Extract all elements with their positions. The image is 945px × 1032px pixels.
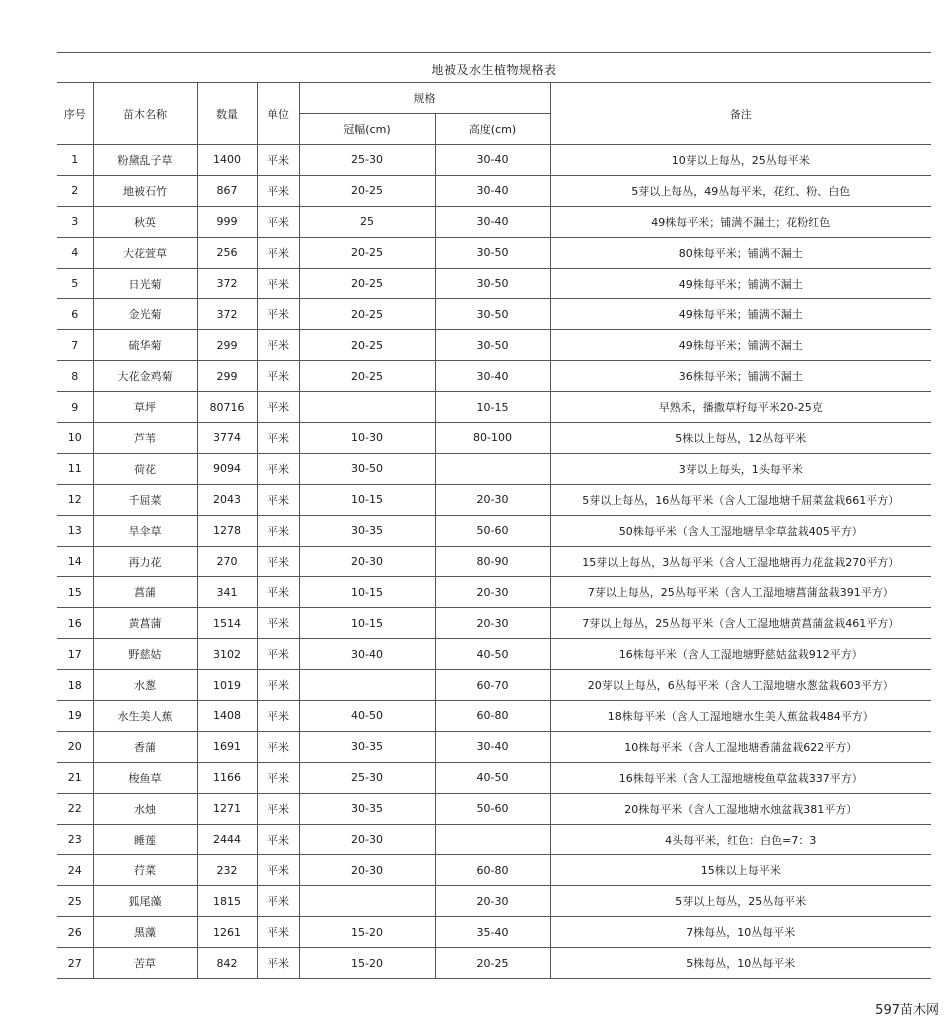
- remarks-cell: 早熟禾，播撒草籽每平米20-25克: [550, 392, 931, 423]
- unit-cell: 平米: [257, 392, 299, 423]
- row-number-cell: 18: [57, 670, 93, 701]
- plant-name-cell: 秋英: [93, 206, 197, 237]
- table-row: [57, 793, 931, 824]
- remarks-cell: 15株以上每平米: [550, 855, 931, 886]
- plant-height-cell: 30-40: [435, 145, 550, 176]
- row-number-cell: 8: [57, 361, 93, 392]
- remarks-cell: 49株每平米；铺满不漏土: [550, 299, 931, 330]
- table-row: [57, 886, 931, 917]
- table-title: 地被及水生植物规格表: [431, 63, 557, 77]
- quantity-cell: 1166: [197, 762, 257, 793]
- quantity-cell: 341: [197, 577, 257, 608]
- plant-name-cell: 硫华菊: [93, 330, 197, 361]
- crown-width-cell: 30-35: [299, 793, 435, 824]
- header-spec: 规格: [299, 83, 550, 114]
- plant-name-cell: 黑藻: [93, 917, 197, 948]
- unit-cell: 平米: [257, 206, 299, 237]
- quantity-cell: 1691: [197, 731, 257, 762]
- crown-width-cell: 10-15: [299, 484, 435, 515]
- plant-height-cell: 20-30: [435, 608, 550, 639]
- quantity-cell: 1514: [197, 608, 257, 639]
- plant-name-cell: 水烛: [93, 793, 197, 824]
- remarks-cell: 5芽以上每丛，16丛每平米（含人工湿地塘千屈菜盆栽661平方）: [550, 484, 931, 515]
- unit-cell: 平米: [257, 701, 299, 732]
- header-height: 高度(cm): [435, 114, 550, 145]
- remarks-cell: 7芽以上每丛，25丛每平米（含人工湿地塘黄菖蒲盆栽461平方）: [550, 608, 931, 639]
- table-row: [57, 546, 931, 577]
- quantity-cell: 1408: [197, 701, 257, 732]
- unit-cell: 平米: [257, 917, 299, 948]
- remarks-cell: 49株每平米；铺满不漏土；花粉红色: [550, 206, 931, 237]
- row-number-cell: 25: [57, 886, 93, 917]
- quantity-cell: 3774: [197, 423, 257, 454]
- quantity-cell: 9094: [197, 453, 257, 484]
- plant-name-cell: 野慈姑: [93, 639, 197, 670]
- quantity-cell: 299: [197, 361, 257, 392]
- table-row: [57, 948, 931, 979]
- plant-name-cell: 菖蒲: [93, 577, 197, 608]
- row-number-cell: 3: [57, 206, 93, 237]
- remarks-cell: 18株每平米（含人工湿地塘水生美人蕉盆栽484平方）: [550, 701, 931, 732]
- plant-height-cell: 20-25: [435, 948, 550, 979]
- crown-width-cell: 20-25: [299, 361, 435, 392]
- plant-height-cell: 20-30: [435, 886, 550, 917]
- quantity-cell: 999: [197, 206, 257, 237]
- table-row: [57, 731, 931, 762]
- unit-cell: 平米: [257, 175, 299, 206]
- plant-name-cell: 狐尾藻: [93, 886, 197, 917]
- plant-height-cell: [435, 824, 550, 855]
- row-number-cell: 5: [57, 268, 93, 299]
- table-row: [57, 701, 931, 732]
- remarks-cell: 16株每平米（含人工湿地塘梭鱼草盆栽337平方）: [550, 762, 931, 793]
- unit-cell: 平米: [257, 268, 299, 299]
- unit-cell: 平米: [257, 670, 299, 701]
- spec-table: [57, 82, 931, 979]
- row-number-cell: 16: [57, 608, 93, 639]
- plant-height-cell: 30-50: [435, 299, 550, 330]
- quantity-cell: 1261: [197, 917, 257, 948]
- plant-height-cell: 30-50: [435, 330, 550, 361]
- unit-cell: 平米: [257, 886, 299, 917]
- plant-name-cell: 水生美人蕉: [93, 701, 197, 732]
- plant-name-cell: 黄菖蒲: [93, 608, 197, 639]
- plant-height-cell: 30-50: [435, 268, 550, 299]
- plant-height-cell: 60-80: [435, 855, 550, 886]
- crown-width-cell: 30-40: [299, 639, 435, 670]
- crown-width-cell: [299, 392, 435, 423]
- table-row: [57, 670, 931, 701]
- table-row: [57, 577, 931, 608]
- table-row: [57, 453, 931, 484]
- plant-name-cell: 千屈菜: [93, 484, 197, 515]
- crown-width-cell: 20-25: [299, 237, 435, 268]
- remarks-cell: 20株每平米（含人工湿地塘水烛盆栽381平方）: [550, 793, 931, 824]
- row-number-cell: 24: [57, 855, 93, 886]
- remarks-cell: 20芽以上每丛，6丛每平米（含人工湿地塘水葱盆栽603平方）: [550, 670, 931, 701]
- remarks-cell: 10芽以上每丛，25丛每平米: [550, 145, 931, 176]
- remarks-cell: 15芽以上每丛，3丛每平米（含人工湿地塘再力花盆栽270平方）: [550, 546, 931, 577]
- quantity-cell: 2444: [197, 824, 257, 855]
- crown-width-cell: 20-25: [299, 268, 435, 299]
- header-crown: 冠幅(cm): [299, 114, 435, 145]
- plant-height-cell: 20-30: [435, 577, 550, 608]
- unit-cell: 平米: [257, 608, 299, 639]
- unit-cell: 平米: [257, 330, 299, 361]
- quantity-cell: 1019: [197, 670, 257, 701]
- unit-cell: 平米: [257, 793, 299, 824]
- plant-name-cell: 草坪: [93, 392, 197, 423]
- plant-height-cell: [435, 453, 550, 484]
- quantity-cell: 256: [197, 237, 257, 268]
- quantity-cell: 80716: [197, 392, 257, 423]
- plant-height-cell: 20-30: [435, 484, 550, 515]
- remarks-cell: 80株每平米；铺满不漏土: [550, 237, 931, 268]
- table-row: [57, 299, 931, 330]
- plant-height-cell: 30-50: [435, 237, 550, 268]
- table-row: [57, 762, 931, 793]
- quantity-cell: 372: [197, 268, 257, 299]
- remarks-cell: 5芽以上每丛，25丛每平米: [550, 886, 931, 917]
- quantity-cell: 1815: [197, 886, 257, 917]
- table-row: [57, 639, 931, 670]
- remarks-cell: 7株每丛，10丛每平米: [550, 917, 931, 948]
- plant-name-cell: 粉黛乱子草: [93, 145, 197, 176]
- row-number-cell: 22: [57, 793, 93, 824]
- header-no: 序号: [57, 83, 93, 145]
- crown-width-cell: 25-30: [299, 145, 435, 176]
- row-number-cell: 9: [57, 392, 93, 423]
- table-row: [57, 206, 931, 237]
- row-number-cell: 15: [57, 577, 93, 608]
- plant-height-cell: 30-40: [435, 206, 550, 237]
- row-number-cell: 21: [57, 762, 93, 793]
- row-number-cell: 27: [57, 948, 93, 979]
- plant-height-cell: 50-60: [435, 515, 550, 546]
- table-row: [57, 237, 931, 268]
- row-number-cell: 7: [57, 330, 93, 361]
- plant-name-cell: 地被石竹: [93, 175, 197, 206]
- row-number-cell: 17: [57, 639, 93, 670]
- quantity-cell: 867: [197, 175, 257, 206]
- unit-cell: 平米: [257, 731, 299, 762]
- quantity-cell: 1400: [197, 145, 257, 176]
- table-row: [57, 608, 931, 639]
- quantity-cell: 372: [197, 299, 257, 330]
- crown-width-cell: 30-50: [299, 453, 435, 484]
- crown-width-cell: 25-30: [299, 762, 435, 793]
- remarks-cell: 5株每丛，10丛每平米: [550, 948, 931, 979]
- crown-width-cell: 25: [299, 206, 435, 237]
- plant-name-cell: 香蒲: [93, 731, 197, 762]
- unit-cell: 平米: [257, 299, 299, 330]
- plant-height-cell: 30-40: [435, 361, 550, 392]
- plant-name-cell: 芦苇: [93, 423, 197, 454]
- remarks-cell: 5株以上每丛，12丛每平米: [550, 423, 931, 454]
- crown-width-cell: 20-30: [299, 855, 435, 886]
- quantity-cell: 299: [197, 330, 257, 361]
- unit-cell: 平米: [257, 237, 299, 268]
- plant-height-cell: 50-60: [435, 793, 550, 824]
- plant-name-cell: 旱伞草: [93, 515, 197, 546]
- remarks-cell: 49株每平米；铺满不漏土: [550, 268, 931, 299]
- row-number-cell: 1: [57, 145, 93, 176]
- plant-height-cell: 80-100: [435, 423, 550, 454]
- plant-name-cell: 水葱: [93, 670, 197, 701]
- crown-width-cell: 40-50: [299, 701, 435, 732]
- row-number-cell: 20: [57, 731, 93, 762]
- header-name: 苗木名称: [93, 83, 197, 145]
- table-row: [57, 175, 931, 206]
- table-row: [57, 361, 931, 392]
- remarks-cell: 4头每平米，红色：白色=7：3: [550, 824, 931, 855]
- unit-cell: 平米: [257, 515, 299, 546]
- remarks-cell: 49株每平米；铺满不漏土: [550, 330, 931, 361]
- remarks-cell: 3芽以上每头，1头每平米: [550, 453, 931, 484]
- table-row: [57, 855, 931, 886]
- plant-height-cell: 30-40: [435, 175, 550, 206]
- row-number-cell: 14: [57, 546, 93, 577]
- row-number-cell: 26: [57, 917, 93, 948]
- plant-height-cell: 10-15: [435, 392, 550, 423]
- row-number-cell: 13: [57, 515, 93, 546]
- table-row: [57, 423, 931, 454]
- table-row: [57, 145, 931, 176]
- crown-width-cell: 10-30: [299, 423, 435, 454]
- quantity-cell: 3102: [197, 639, 257, 670]
- crown-width-cell: 30-35: [299, 515, 435, 546]
- table-row: [57, 330, 931, 361]
- unit-cell: 平米: [257, 855, 299, 886]
- unit-cell: 平米: [257, 639, 299, 670]
- unit-cell: 平米: [257, 546, 299, 577]
- crown-width-cell: 15-20: [299, 948, 435, 979]
- unit-cell: 平米: [257, 423, 299, 454]
- plant-name-cell: 日光菊: [93, 268, 197, 299]
- crown-width-cell: [299, 670, 435, 701]
- plant-name-cell: 睡莲: [93, 824, 197, 855]
- quantity-cell: 1278: [197, 515, 257, 546]
- unit-cell: 平米: [257, 453, 299, 484]
- top-rule: [57, 52, 931, 53]
- crown-width-cell: 20-25: [299, 299, 435, 330]
- unit-cell: 平米: [257, 577, 299, 608]
- plant-name-cell: 荷花: [93, 453, 197, 484]
- row-number-cell: 12: [57, 484, 93, 515]
- plant-name-cell: 荇菜: [93, 855, 197, 886]
- table-body: [57, 145, 931, 979]
- table-row: [57, 515, 931, 546]
- quantity-cell: 2043: [197, 484, 257, 515]
- unit-cell: 平米: [257, 948, 299, 979]
- plant-height-cell: 35-40: [435, 917, 550, 948]
- plant-name-cell: 大花金鸡菊: [93, 361, 197, 392]
- row-number-cell: 23: [57, 824, 93, 855]
- unit-cell: 平米: [257, 361, 299, 392]
- crown-width-cell: 20-30: [299, 546, 435, 577]
- row-number-cell: 2: [57, 175, 93, 206]
- table-row: [57, 268, 931, 299]
- plant-height-cell: 80-90: [435, 546, 550, 577]
- plant-height-cell: 60-70: [435, 670, 550, 701]
- unit-cell: 平米: [257, 824, 299, 855]
- remarks-cell: 7芽以上每丛，25丛每平米（含人工湿地塘菖蒲盆栽391平方）: [550, 577, 931, 608]
- watermark: 597苗木网: [875, 1003, 939, 1018]
- plant-height-cell: 40-50: [435, 639, 550, 670]
- remarks-cell: 50株每平米（含人工湿地塘旱伞草盆栽405平方）: [550, 515, 931, 546]
- unit-cell: 平米: [257, 762, 299, 793]
- remarks-cell: 16株每平米（含人工湿地塘野慈姑盆栽912平方）: [550, 639, 931, 670]
- plant-height-cell: 30-40: [435, 731, 550, 762]
- remarks-cell: 10株每平米（含人工湿地塘香蒲盆栽622平方）: [550, 731, 931, 762]
- plant-name-cell: 大花萱草: [93, 237, 197, 268]
- quantity-cell: 1271: [197, 793, 257, 824]
- crown-width-cell: 20-25: [299, 330, 435, 361]
- header-qty: 数量: [197, 83, 257, 145]
- crown-width-cell: 30-35: [299, 731, 435, 762]
- crown-width-cell: 15-20: [299, 917, 435, 948]
- row-number-cell: 4: [57, 237, 93, 268]
- row-number-cell: 19: [57, 701, 93, 732]
- quantity-cell: 232: [197, 855, 257, 886]
- plant-name-cell: 金光菊: [93, 299, 197, 330]
- crown-width-cell: 20-30: [299, 824, 435, 855]
- plant-height-cell: 60-80: [435, 701, 550, 732]
- plant-name-cell: 梭鱼草: [93, 762, 197, 793]
- table-row: [57, 392, 931, 423]
- table-row: [57, 484, 931, 515]
- crown-width-cell: 10-15: [299, 577, 435, 608]
- unit-cell: 平米: [257, 145, 299, 176]
- plant-name-cell: 再力花: [93, 546, 197, 577]
- quantity-cell: 270: [197, 546, 257, 577]
- row-number-cell: 10: [57, 423, 93, 454]
- header-unit: 单位: [257, 83, 299, 145]
- table-row: [57, 917, 931, 948]
- plant-name-cell: 苦草: [93, 948, 197, 979]
- remarks-cell: 36株每平米；铺满不漏土: [550, 361, 931, 392]
- remarks-cell: 5芽以上每丛，49丛每平米，花红、粉、白色: [550, 175, 931, 206]
- crown-width-cell: [299, 886, 435, 917]
- row-number-cell: 11: [57, 453, 93, 484]
- header-note: 备注: [550, 83, 931, 145]
- crown-width-cell: 10-15: [299, 608, 435, 639]
- plant-height-cell: 40-50: [435, 762, 550, 793]
- row-number-cell: 6: [57, 299, 93, 330]
- crown-width-cell: 20-25: [299, 175, 435, 206]
- quantity-cell: 842: [197, 948, 257, 979]
- table-row: [57, 824, 931, 855]
- unit-cell: 平米: [257, 484, 299, 515]
